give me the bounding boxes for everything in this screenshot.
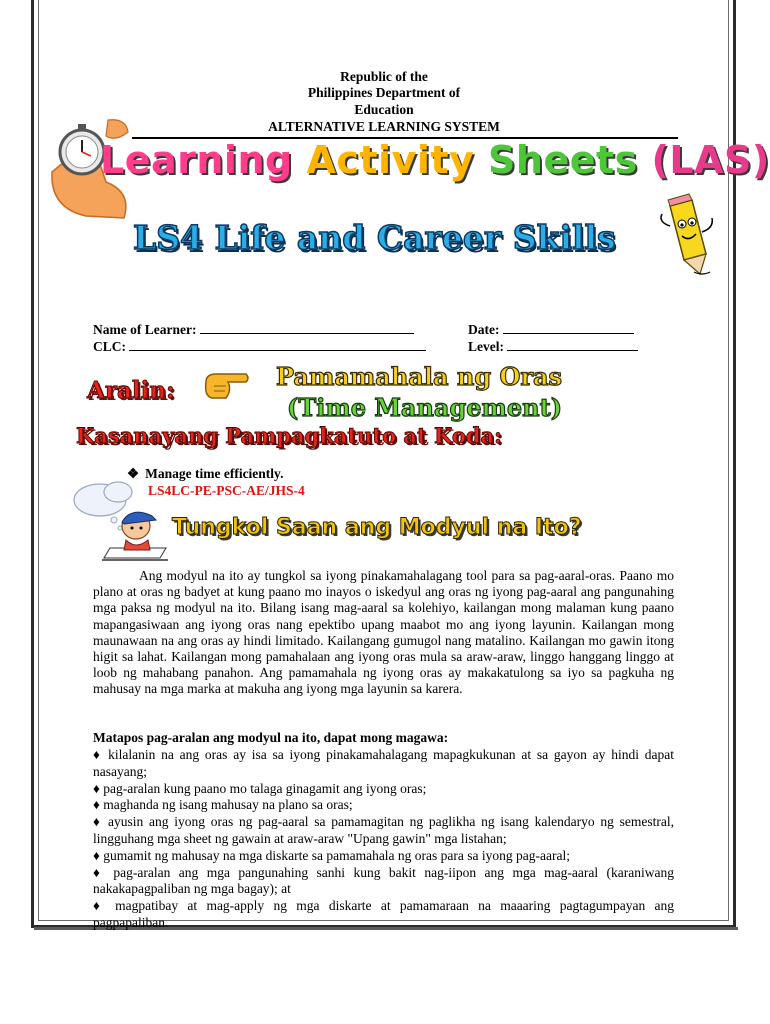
outcomes-heading: Matapos pag-aralan ang modyul na ito, dapat mong magawa: <box>93 730 449 745</box>
list-item: ♦ pag-aralan ang mga pangunahing sanhi kung bakit nag-iipon ang mga mag-aaral (karaniwang nakakapagpaliban ng mga bagay); at <box>93 864 674 897</box>
list-item: ♦ magpatibay at mag-apply ng mga diskarte at pamamaraan na maaaring pagtagumpayan ang pagpapaliban. <box>93 898 674 930</box>
header-republic: Republic of the <box>340 69 428 84</box>
diamond-bullet-icon: ❖ <box>127 466 140 481</box>
form-row-date <box>468 321 634 338</box>
header-department: Philippines Department of <box>307 85 461 100</box>
clc-field[interactable] <box>129 338 426 351</box>
header-education: Education <box>354 102 414 117</box>
outcomes-list <box>93 747 674 932</box>
about-module-heading: Tungkol Saan ang Modyul na Ito? <box>172 515 582 540</box>
form-row-name <box>93 321 414 338</box>
name-field[interactable] <box>200 321 414 334</box>
list-item: ♦ pag-aralan kung paano mo talaga ginagamit ang iyong oras; <box>93 780 427 796</box>
pointing-hand-icon <box>202 368 250 402</box>
level-field[interactable] <box>507 338 638 351</box>
lesson-title-filipino: Pamamahala ng Oras <box>276 362 563 391</box>
date-label: Date: <box>468 322 500 337</box>
lesson-title-english: (Time Management) <box>287 393 563 422</box>
list-item: ♦ ayusin ang iyong oras ng pag-aaral sa pamamagitan ng paglikha ng isang kalendaryo ng semestral, lingguhang mga sheet ng gawain at araw-araw "Upang gawin" mga listahan; <box>93 814 674 846</box>
aralin-label: Aralin: <box>87 377 175 404</box>
date-field[interactable] <box>503 321 634 334</box>
las-word-activity: Activity <box>306 138 475 182</box>
las-word-las: (LAS) <box>651 138 770 182</box>
form-row-level <box>468 338 638 355</box>
subject-title: LS4 Life and Career Skills <box>133 218 616 257</box>
level-label: Level: <box>468 339 504 354</box>
objective-text: Manage time efficiently. <box>145 466 284 481</box>
las-banner-title <box>100 138 770 190</box>
list-item: ♦ kilalanin na ang oras ay isa sa iyong pinakamahalagang mapagkukunan at sa gayon ay hindi dapat nasayang; <box>93 747 674 779</box>
thinking-student-icon <box>70 478 174 564</box>
outcomes-clip <box>40 740 728 930</box>
pencil-mascot-icon <box>656 196 718 280</box>
about-paragraph: Ang modyul na ito ay tungkol sa iyong pinakamahalagang tool para sa pag-aaral-oras. Paano mo plano at oras ng badyet at kung paano mo inayos o iskedyul ang oras ng iyong pag-aaral ang pangunahing mga paksa ng modyul na ito. Bilang isang mag-aaral sa kolehiyo, kailangan mong malaman kung paano mapangasiwaan ang iyong oras nang epektibo upang maabot mo ang iyong layunin. Kailangan mong maunawaan na ang oras ay hindi limitado. Kailangang gumugol nang matalino. Kailangan mo gawin itong higit sa lahat. Kailangan mong pamahalaan ang iyong oras mula sa araw-araw, linggo hanggang linggo at loob ng mahabang panahon. Ang pamamahala ng iyong oras ay makakatulong sa iyo sa pagkuha ng mahusay na mga marka at makuha ang iyong mga layunin sa karera. <box>93 568 674 697</box>
name-label: Name of Learner: <box>93 322 197 337</box>
list-item: ♦ maghanda ng isang mahusay na plano sa oras; <box>93 797 353 813</box>
list-item: ♦ gumamit ng mahusay na mga diskarte sa pamamahala ng oras para sa iyong pag-aaral; <box>93 847 570 863</box>
competency-heading: Kasanayang Pampagkatuto at Koda: <box>76 423 502 448</box>
clc-label: CLC: <box>93 339 126 354</box>
header-als: ALTERNATIVE LEARNING SYSTEM <box>268 119 500 134</box>
competency-code: LS4LC-PE-PSC-AE/JHS-4 <box>148 483 305 498</box>
las-word-sheets: Sheets <box>488 138 638 182</box>
las-word-learning: Learning <box>100 138 293 182</box>
form-row-clc <box>93 338 426 355</box>
